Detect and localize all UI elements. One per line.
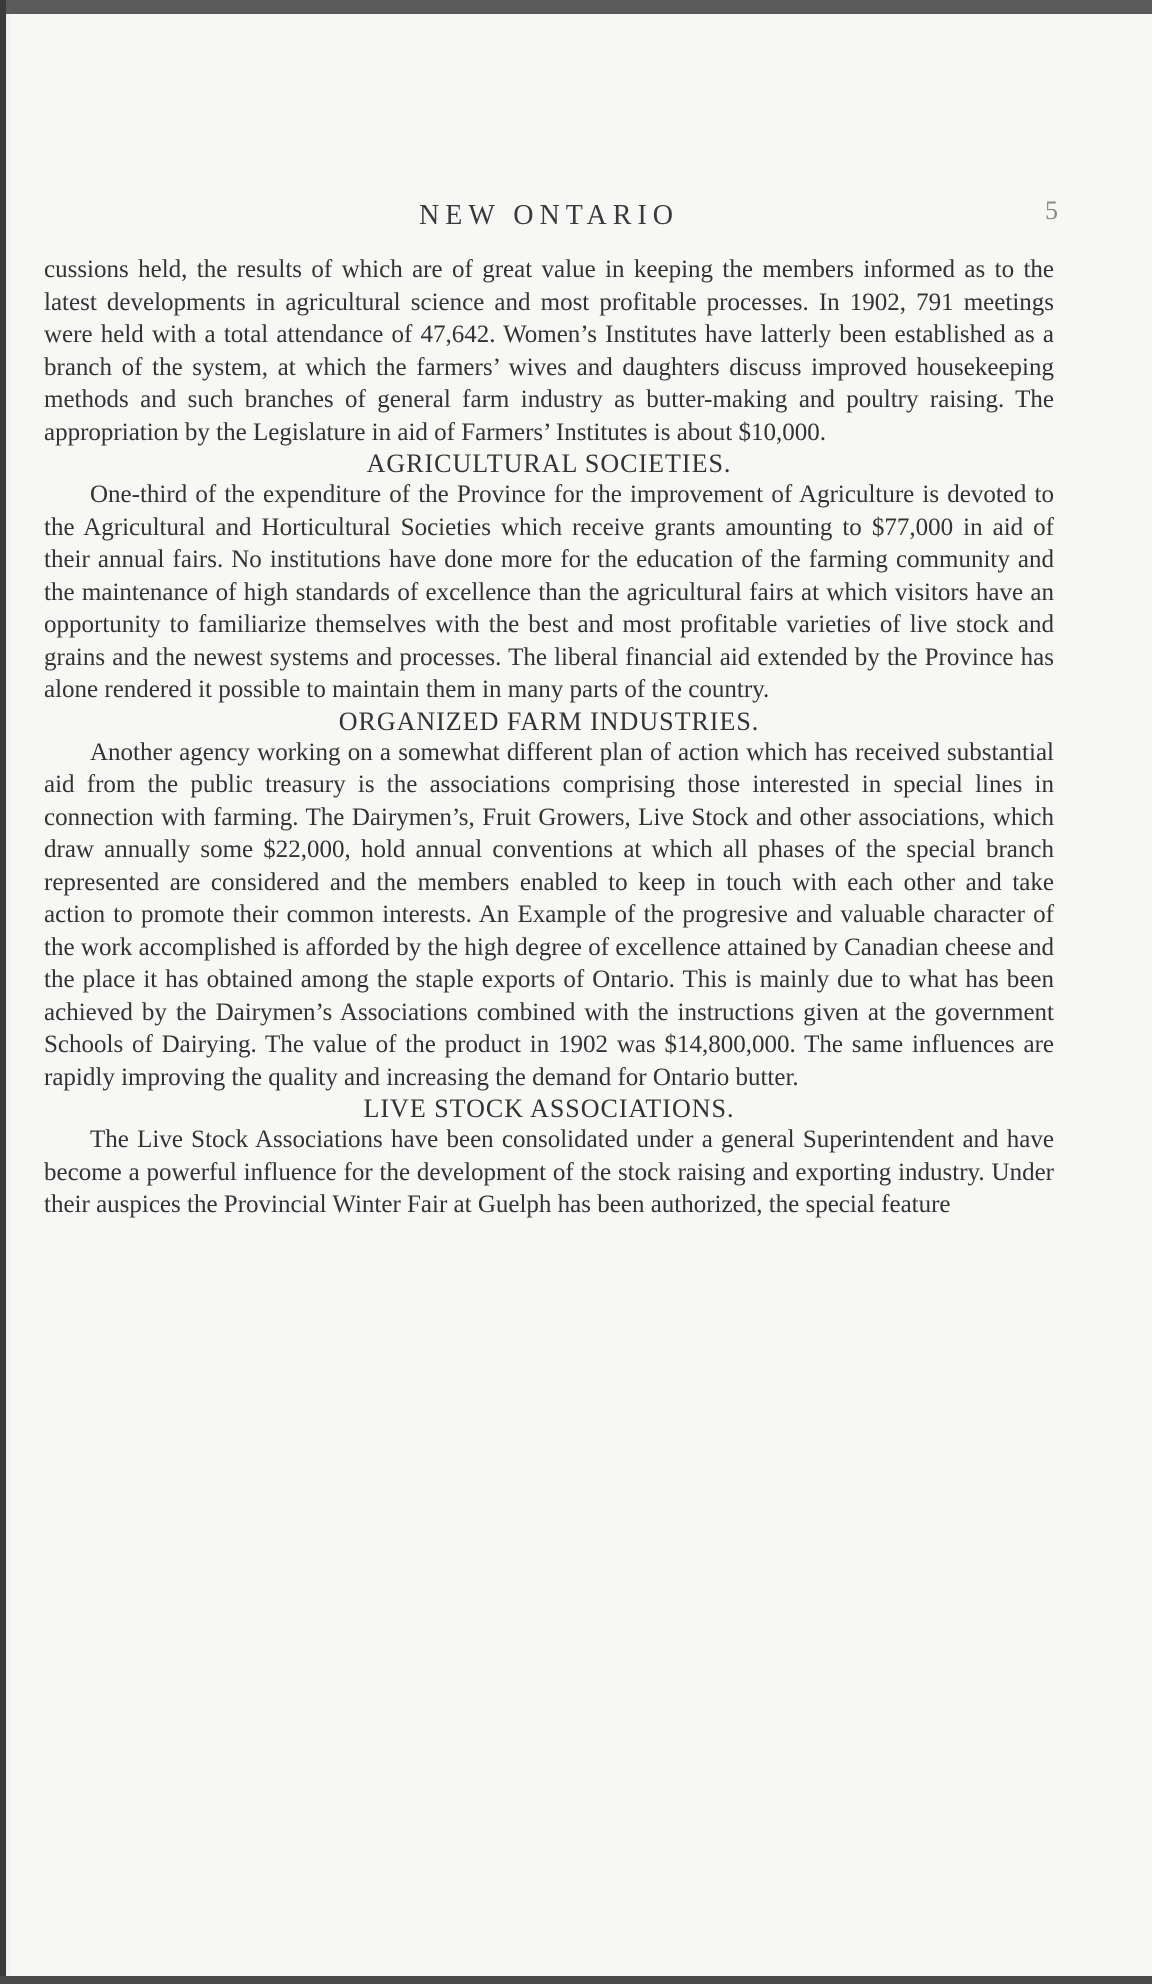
running-head [44, 184, 1058, 254]
section-heading-agricultural-societies: AGRICULTURAL SOCIETIES. [366, 449, 732, 478]
paragraph-organized-farm-industries: Another agency working on a somewhat different plan of action which has received substantial aid from the public treasury is the associations comprising those interested in special lines in connection with farming. The Dairymen’s, Fruit Growers, Live Stock and other associations, which draw annually some $22,000, hold annual conventions at which all phases of the special branch represented are considered and the members enabled to keep in touch with each other and take action to promote their common interests. An Example of the progresive and valuable character of the work accomplished is afforded by the high degree of excellence attained by Canadian cheese and the place it has obtained among the staple exports of Ontario. This is mainly due to what has been achieved by the Dairymen’s Associations combined with the instructions given at the government Schools of Dairying. The value of the product in 1902 was $14,800,000. The same influences are rapidly improving the quality and increasing the demand for Ontario butter. [44, 738, 1054, 1091]
running-title: NEW ONTARIO [419, 200, 679, 231]
scan-bottom-edge [0, 1976, 1152, 1984]
page-content [44, 184, 1058, 1222]
section-heading-live-stock-associations: LIVE STOCK ASSOCIATIONS. [363, 1094, 735, 1123]
document-page [10, 14, 1152, 1976]
paragraph-agricultural-societies: One-third of the expenditure of the Province for the improvement of Agriculture is devoted to the Agricultural and Horticultural Societies which receive grants amounting to $77,000 in aid of their annual fairs. No institutions have done more for the education of the farming community and the maintenance of high standards of excellence than the agricultural fairs at which visitors have an opportunity to familiarize themselves with the best and most profitable varieties of live stock and grains and the newest systems and processes. The liberal financial aid extended by the Province has alone rendered it possible to maintain them in many parts of the country. [44, 481, 1054, 703]
scan-left-edge [0, 0, 6, 1984]
scan-top-edge [0, 0, 1152, 14]
paragraph-live-stock-associations: The Live Stock Associations have been consolidated under a general Superintendent and have become a powerful influence for the development of the stock raising and exporting industry. Under their auspices the Provincial Winter Fair at Guelph has been authorized, the special feature [44, 1126, 1054, 1218]
page-number: 5 [1045, 196, 1058, 225]
paragraph-farmers-institutes: cussions held, the results of which are of great value in keeping the members informed as to the latest developments in agricultural science and most profitable processes. In 1902, 791 meetings were held with a total attendance of 47,642. Women’s Institutes have latterly been established as a branch of the system, at which the farmers’ wives and daughters discuss improved housekeeping methods and such branches of general farm industry as butter-making and poultry raising. The appropriation by the Legislature in aid of Farmers’ Institutes is about $10,000. [44, 256, 1054, 446]
section-heading-organized-farm-industries: ORGANIZED FARM INDUSTRIES. [338, 706, 760, 736]
